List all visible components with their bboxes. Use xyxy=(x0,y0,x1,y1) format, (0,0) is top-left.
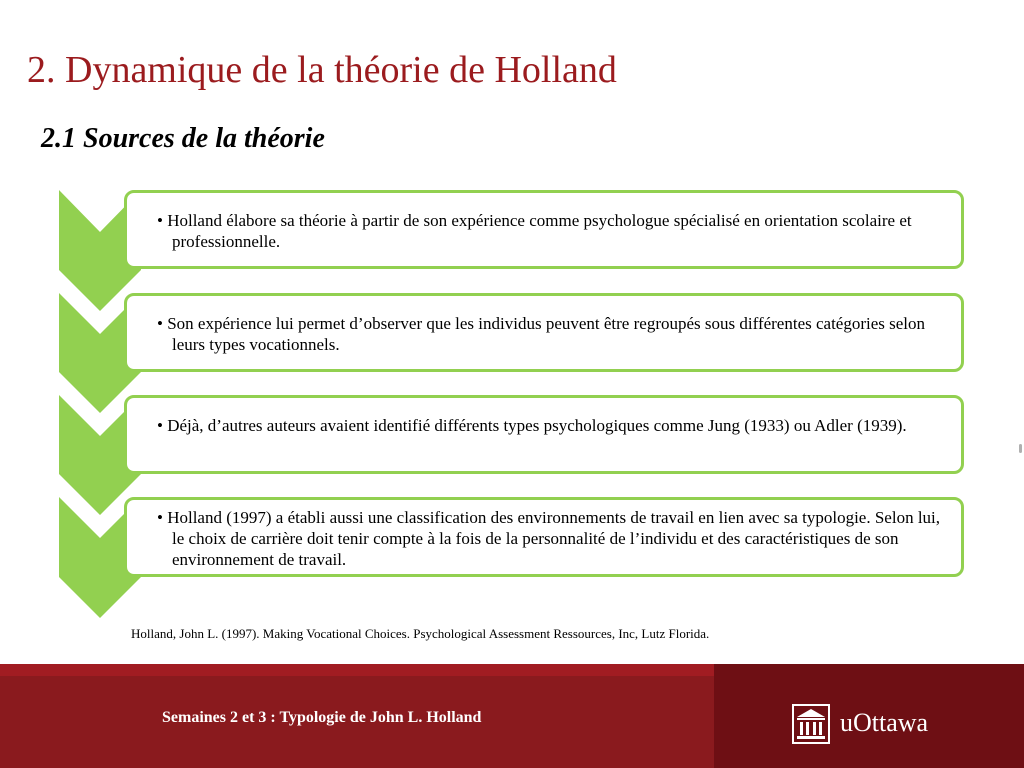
reference-citation: Holland, John L. (1997). Making Vocational Choices. Psychological Assessment Ressources, Inc, Lutz Florida. xyxy=(131,626,710,641)
slide-subtitle: 2.1 Sources de la théorie xyxy=(41,123,325,154)
university-logo-text: uOttawa xyxy=(840,708,929,737)
edge-marker xyxy=(1019,444,1022,453)
process-step-text-1: • Holland élabore sa théorie à partir de son expérience comme psychologue spécialisé en orientation scolaire et professionnelle. xyxy=(157,211,912,251)
building-icon xyxy=(792,704,830,744)
process-step-text-3: • Déjà, d’autres auteurs avaient identifié différents types psychologiques comme Jung (1933) ou Adler (1939). xyxy=(157,416,907,435)
process-step-box-1 xyxy=(124,190,964,269)
process-step-text-2: • Son expérience lui permet d’observer que les individus peuvent être regroupés sous différentes catégories selon leurs types vocationnels. xyxy=(157,314,926,354)
process-step-box-4 xyxy=(124,497,964,577)
process-step-text-4: • Holland (1997) a établi aussi une classification des environnements de travail en lien avec sa typologie. Selon lui, le choix de carrière doit tenir compte à la fois de la personnalité de l’individu et des caractéristiques de son environnement de travail. xyxy=(157,508,941,569)
slide-title: 2. Dynamique de la théorie de Holland xyxy=(27,49,617,91)
footer-course-label: Semaines 2 et 3 : Typologie de John L. Holland xyxy=(162,709,482,726)
process-step-box-3 xyxy=(124,395,964,474)
process-step-box-2 xyxy=(124,293,964,372)
